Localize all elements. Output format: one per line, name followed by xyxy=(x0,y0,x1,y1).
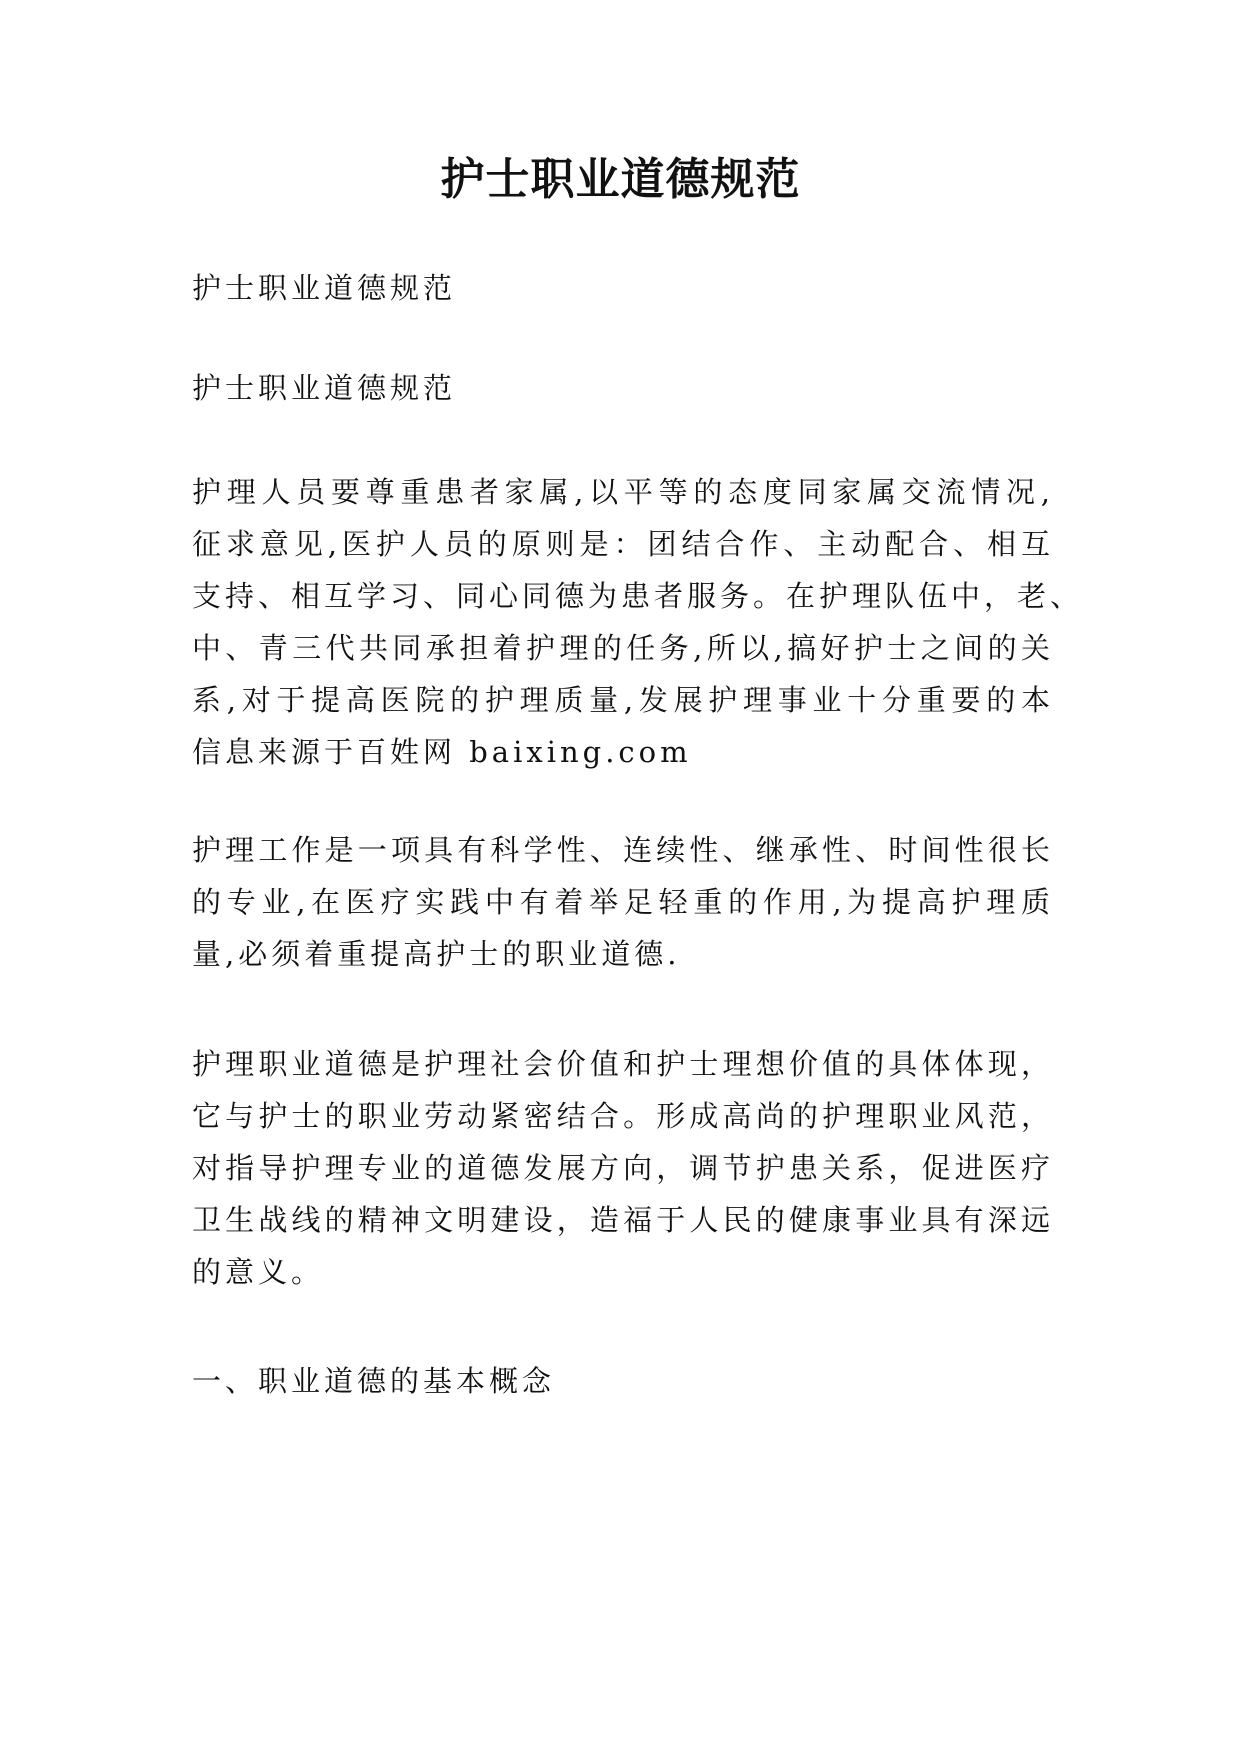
document-title: 护士职业道德规范 xyxy=(440,154,801,205)
paragraph-line: 卫生战线的精神文明建设，造福于人民的健康事业具有深远 xyxy=(192,1203,1054,1237)
paragraph-line: 系,对于提高医院的护理质量,发展护理事业十分重要的本 xyxy=(192,683,1054,717)
paragraph-family-communication xyxy=(192,466,1084,778)
subtitle-line-2 xyxy=(192,362,1054,414)
paragraph-line: 护理人员要尊重患者家属,以平等的态度同家属交流情况, xyxy=(192,475,1054,509)
paragraph-line: 支持、相互学习、同心同德为患者服务。在护理队伍中，老、 xyxy=(192,579,1084,613)
paragraph-line: 对指导护理专业的道德发展方向，调节护患关系，促进医疗 xyxy=(192,1151,1054,1185)
paragraph-line: 的专业,在医疗实践中有着举足轻重的作用,为提高护理质 xyxy=(192,885,1054,919)
paragraph-nursing-work xyxy=(192,824,1054,980)
paragraph-line: 中、青三代共同承担着护理的任务,所以,搞好护士之间的关 xyxy=(192,631,1054,665)
section-heading xyxy=(192,1355,1054,1407)
section-heading-text: 一、职业道德的基本概念 xyxy=(192,1364,556,1398)
subtitle-text-2: 护士职业道德规范 xyxy=(192,371,457,405)
subtitle-text-1: 护士职业道德规范 xyxy=(192,271,457,305)
paragraph-line: 信息来源于百姓网 baixing.com xyxy=(192,735,692,769)
paragraph-line: 的意义。 xyxy=(192,1255,325,1289)
subtitle-line-1 xyxy=(192,262,1054,314)
paragraph-line: 护理职业道德是护理社会价值和护士理想价值的具体体现， xyxy=(192,1047,1054,1081)
paragraph-line: 征求意见,医护人员的原则是：团结合作、主动配合、相互 xyxy=(192,527,1054,561)
paragraph-line: 量,必须着重提高护士的职业道德. xyxy=(192,937,681,971)
paragraph-line: 护理工作是一项具有科学性、连续性、继承性、时间性很长 xyxy=(192,833,1054,867)
paragraph-line: 它与护士的职业劳动紧密结合。形成高尚的护理职业风范， xyxy=(192,1099,1054,1133)
paragraph-professional-ethics xyxy=(192,1038,1054,1298)
